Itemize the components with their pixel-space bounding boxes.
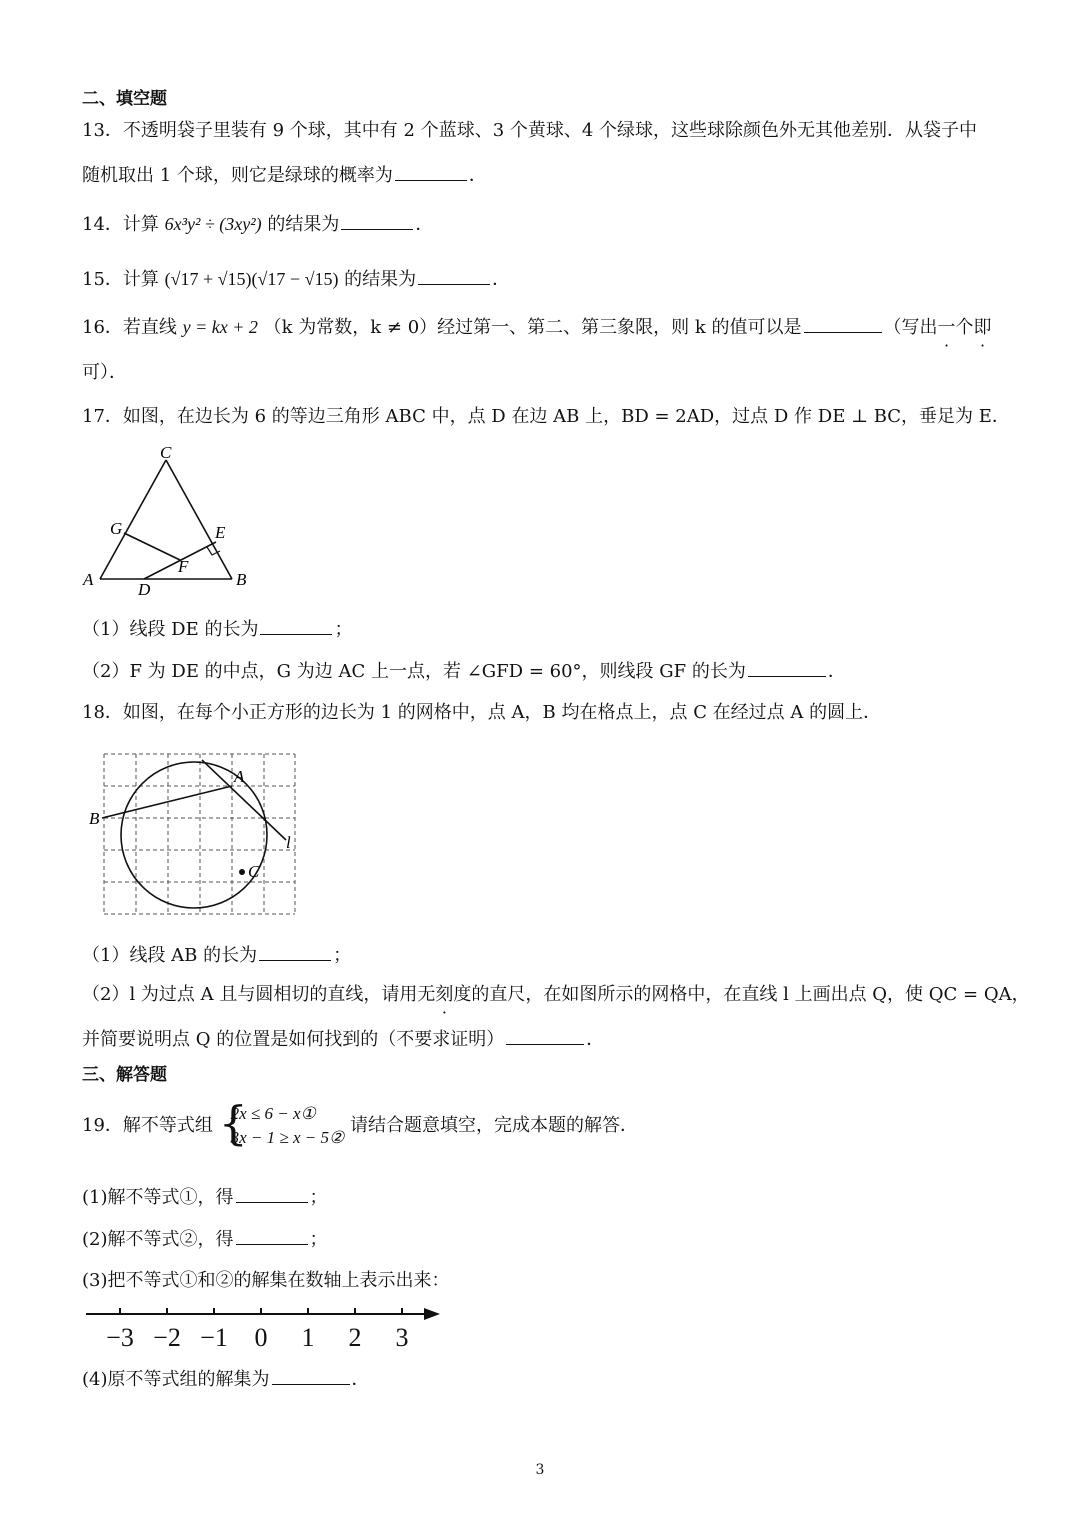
- q15-prefix: 15．计算: [82, 269, 159, 290]
- q14-answer-blank[interactable]: [341, 211, 413, 230]
- q14-line: [82, 211, 433, 238]
- q17-part2-text: （2）F 为 DE 的中点，G 为边 AC 上一点，若 ∠GFD = 60°，则线段 GF 的长为: [82, 661, 746, 682]
- side-bc: [166, 460, 232, 579]
- label-g: G: [110, 519, 123, 538]
- q19-part1-semicolon: ；: [309, 1187, 328, 1208]
- tick-label: 2: [348, 1323, 362, 1352]
- q19-suffix: 请结合题意填空，完成本题的解答．: [349, 1115, 638, 1136]
- label-f: F: [178, 557, 189, 576]
- q15-line: [82, 266, 510, 293]
- q17-part1-blank[interactable]: [260, 616, 332, 635]
- circle: [121, 762, 267, 908]
- q19-part3: (3)把不等式①和②的解集在数轴上表示出来：: [82, 1270, 450, 1291]
- q17-part1-text: （1）线段 DE 的长为: [82, 619, 259, 640]
- q19-part2-semicolon: ；: [309, 1229, 328, 1250]
- label-e: E: [215, 523, 226, 542]
- q18-part2-text-a: （2）l 为过点 A 且与圆相切的直线，请用: [82, 984, 418, 1005]
- q14-prefix: 14．计算: [82, 214, 159, 235]
- q16-emphasis-1: 一: [937, 317, 956, 338]
- q15-expression: (√17 + √15)(√17 − √15): [164, 269, 339, 289]
- tick-label: 1: [301, 1323, 315, 1352]
- q15-period: ．: [492, 269, 511, 290]
- tick-label: −2: [153, 1323, 181, 1352]
- label-c: C: [248, 862, 260, 881]
- brace: {: [218, 1096, 248, 1150]
- q18-part2-line1: [82, 982, 1030, 1008]
- section-title-fill-blank: 二、填空题: [82, 89, 167, 109]
- q19-part4: [82, 1366, 370, 1393]
- label-a: A: [234, 767, 245, 786]
- q19-prefix: 19．解不等式组: [82, 1115, 213, 1136]
- label-c: C: [160, 443, 172, 462]
- number-line: [80, 1300, 450, 1360]
- q13-line1: 13．不透明袋子里装有 9 个球，其中有 2 个蓝球、3 个黄球、4 个绿球，这些球除颜色外无其他差别．从袋子中: [82, 120, 978, 141]
- q18-part1-blank[interactable]: [259, 942, 331, 961]
- tick-label: 3: [395, 1323, 409, 1352]
- page-number: 3: [535, 1462, 545, 1478]
- q16-line1: [82, 314, 992, 341]
- q17-part2: [82, 658, 846, 685]
- q19-part1: [82, 1184, 328, 1211]
- label-l: l: [286, 833, 291, 852]
- label-a: A: [83, 570, 94, 589]
- q18-part2-period: ．: [586, 1029, 605, 1050]
- q17-part2-period: ．: [827, 661, 846, 682]
- inequality-1: 2x ≤ 6 − x①: [230, 1104, 316, 1123]
- q13-period: ．: [468, 165, 487, 186]
- q14-period: ．: [415, 214, 434, 235]
- q14-expression: 6x³y² ÷ (3xy²): [164, 214, 262, 234]
- q19-part2: [82, 1226, 328, 1253]
- q18-part2-line2-text: 并简要说明点 Q 的位置是如何找到的（不要求证明）: [82, 1029, 505, 1050]
- section-title-solve: 三、解答题: [82, 1065, 167, 1085]
- q17-part1-semicolon: ；: [334, 619, 353, 640]
- inequality-2: 3x − 1 ≥ x − 5②: [230, 1128, 345, 1147]
- label-b: B: [89, 809, 100, 828]
- segment-gf: [124, 533, 180, 560]
- q15-answer-blank[interactable]: [418, 266, 490, 285]
- q17-stem: 17．如图，在边长为 6 的等边三角形 ABC 中，点 D 在边 AB 上，BD = 2AD，过点 D 作 DE ⊥ BC，垂足为 E．: [82, 406, 1010, 427]
- arrowhead-icon: [424, 1308, 440, 1320]
- q16-mid: （k 为常数，k ≠ 0）经过第一、第二、第三象限，则 k 的值可以是: [263, 317, 802, 338]
- q16-expression: y = kx + 2: [182, 317, 258, 337]
- q13-line2: [82, 162, 487, 189]
- q19-part2-text: (2)解不等式②，得: [82, 1229, 234, 1250]
- label-d: D: [138, 580, 151, 599]
- q19-part4-period: ．: [351, 1369, 370, 1390]
- q18-stem: 18．如图，在每个小正方形的边长为 1 的网格中，点 A，B 均在格点上，点 C 在经过点 A 的圆上．: [82, 702, 882, 723]
- q13-answer-blank[interactable]: [395, 162, 467, 181]
- q19-part4-blank[interactable]: [272, 1366, 350, 1385]
- q19-part2-blank[interactable]: [236, 1226, 308, 1245]
- q16-tail-a: （写出: [883, 317, 938, 338]
- q18-grid-figure: [84, 748, 304, 920]
- segment-ab: [102, 786, 232, 818]
- q18-part1-semicolon: ；: [333, 945, 352, 966]
- q17-part2-blank[interactable]: [748, 658, 826, 677]
- q19-part4-text: (4)原不等式组的解集为: [82, 1369, 270, 1390]
- q18-part2-text-b: 的直尺，在如图所示的网格中，在直线 l 上画出点 Q，使 QC = QA，: [471, 984, 1030, 1005]
- q18-part1: [82, 942, 351, 969]
- q17-triangle-figure: [80, 440, 260, 600]
- q18-part2-blank[interactable]: [506, 1026, 584, 1045]
- q16-line2: 可）．: [82, 362, 127, 383]
- q13-line2-text: 随机取出 1 个球，则它是绿球的概率为: [82, 165, 393, 186]
- tick-label: −1: [200, 1323, 228, 1352]
- q19-inequality-system: [218, 1096, 345, 1150]
- tick-label: 0: [254, 1323, 268, 1352]
- q16-prefix: 16．若直线: [82, 317, 177, 338]
- tick-label: −3: [106, 1323, 134, 1352]
- q16-tail-b: 个: [955, 317, 974, 338]
- q18-part2-line2: [82, 1026, 604, 1053]
- q15-suffix: 的结果为: [344, 269, 417, 290]
- q19-part1-text: (1)解不等式①，得: [82, 1187, 234, 1208]
- q19-stem: [82, 1096, 638, 1150]
- label-b: B: [236, 570, 247, 589]
- point-c-dot: [239, 869, 245, 875]
- q17-part1: [82, 616, 352, 643]
- q18-part1-text: （1）线段 AB 的长为: [82, 945, 258, 966]
- q18-emphasis-no-scale: 无刻度: [417, 984, 472, 1005]
- q14-suffix: 的结果为: [267, 214, 340, 235]
- q16-emphasis-2: 即: [973, 317, 992, 338]
- q19-part1-blank[interactable]: [236, 1184, 308, 1203]
- q16-answer-blank[interactable]: [804, 314, 882, 333]
